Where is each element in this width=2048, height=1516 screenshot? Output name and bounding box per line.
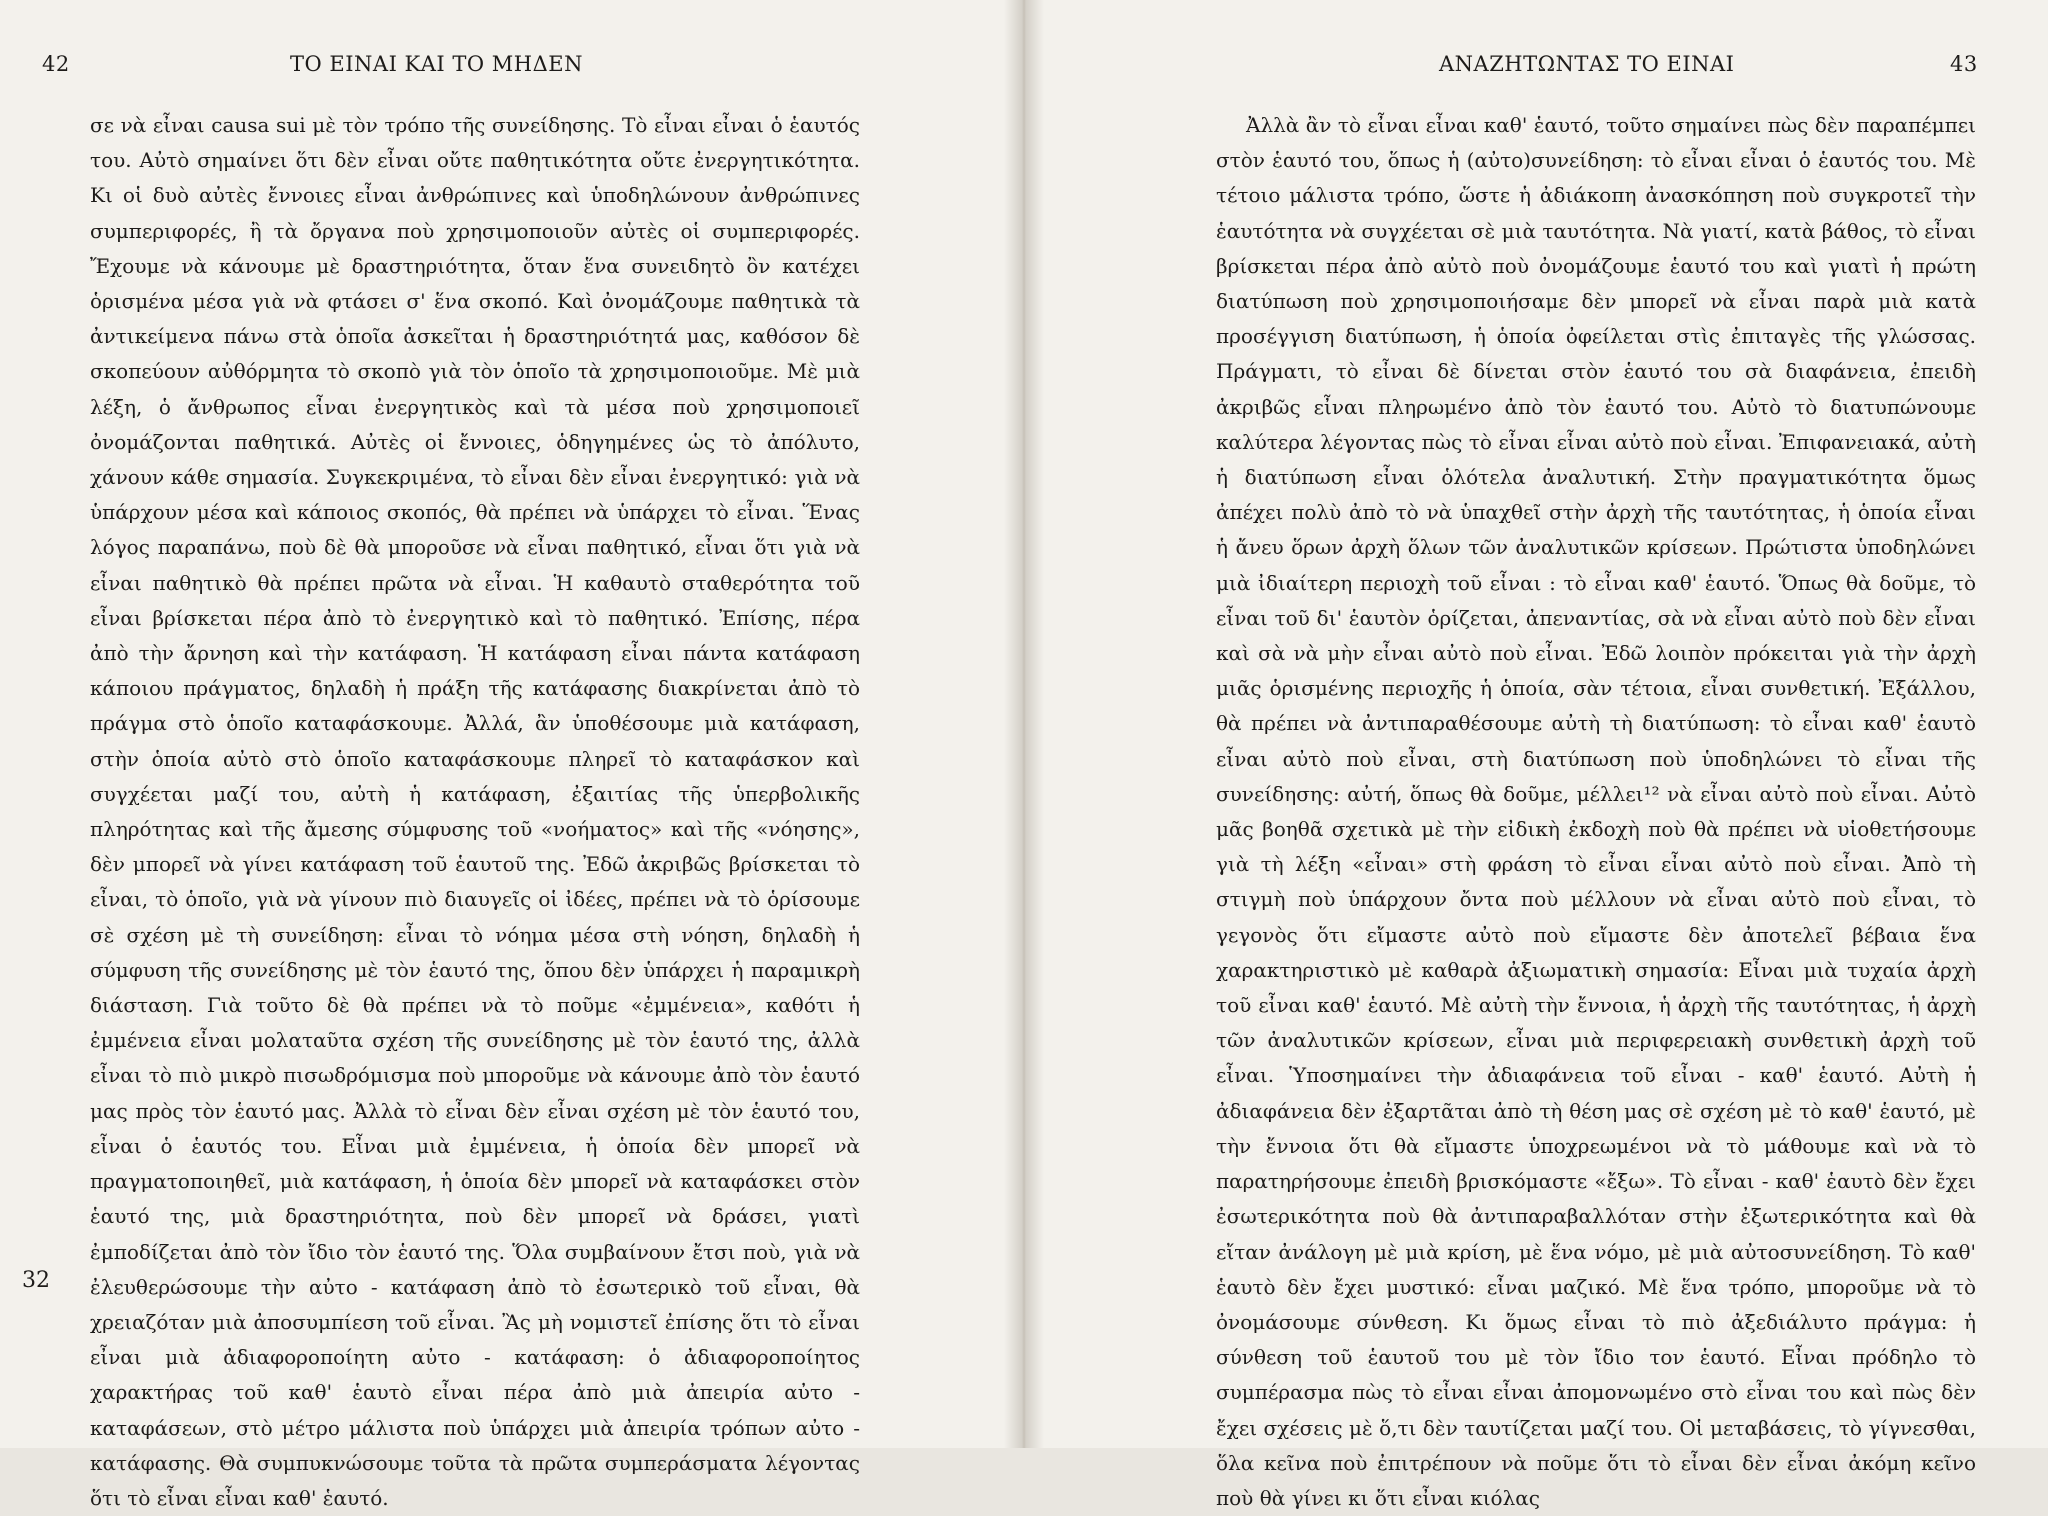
- book-gutter: [1004, 0, 1044, 1448]
- left-page: [0, 0, 1004, 1510]
- left-page-body: [90, 108, 860, 1516]
- right-page-text: Ἀλλὰ ἂν τὸ εἶναι εἶναι καθ' ἑαυτό, τοῦτο σημαίνει πὼς δὲν παραπέμπει στὸν ἑαυτό του, ὅπως ἡ (αὐτο)συνείδηση: τὸ εἶναι εἶναι ὁ ἑαυτός του. Μὲ τέτοιο μάλιστα τρόπο, ὥστε ἡ ἀδιάκοπη ἀνασκόπηση ποὺ συγκροτεῖ τὴν ἑαυτότητα νὰ συγχέεται σὲ μιὰ ταυτότητα. Νὰ γιατί, κατὰ βάθος, τὸ εἶναι βρίσκεται πέρα ἀπὸ αὐτὸ ποὺ ὀνομάζουμε ἑαυτό του καὶ γιατὶ ἡ πρώτη διατύπωση ποὺ χρησιμοποιήσαμε δὲν μπορεῖ νὰ εἶναι παρὰ μιὰ κατὰ προσέγγιση διατύπωση, ἡ ὁποία ὀφείλεται στὶς ἐπιταγὲς τῆς γλώσσας. Πράγματι, τὸ εἶναι δὲ δίνεται στὸν ἑαυτό του σὰ διαφάνεια, ἐπειδὴ ἀκριβῶς εἶναι πληρωμένο ἀπὸ τὸν ἑαυτό του. Αὐτὸ τὸ διατυπώνουμε καλύτερα λέγοντας πὼς τὸ εἶναι εἶναι αὐτὸ ποὺ εἶναι. Ἐπιφανειακά, αὐτὴ ἡ διατύπωση εἶναι ὁλότελα ἀναλυτική. Στὴν πραγματικότητα ὅμως ἀπέχει πολὺ ἀπὸ τὸ νὰ ὑπαχθεῖ στὴν ἀρχὴ τῆς ταυτότητας, ἡ ὁποία εἶναι ἡ ἄνευ ὅρων ἀρχὴ ὅλων τῶν ἀναλυτικῶν κρίσεων. Πρώτιστα ὑποδηλώνει μιὰ ἰδιαίτερη περιοχὴ τοῦ εἶναι : τὸ εἶναι καθ' ἑαυτό. Ὅπως θὰ δοῦμε, τὸ εἶναι τοῦ δι' ἑαυτὸν ὁρίζεται, ἀπεναντίας, σὰ νὰ εἶναι αὐτὸ ποὺ δὲν εἶναι καὶ σὰ νὰ μὴν εἶναι αὐτὸ ποὺ εἶναι. Ἐδῶ λοιπὸν πρόκειται γιὰ τὴν ἀρχὴ μιᾶς ὁρισμένης περιοχῆς ἡ ὁποία, σὰν τέτοια, εἶναι συνθετική. Ἐξάλλου, θὰ πρέπει νὰ ἀντιπαραθέσουμε αὐτὴ τὴ διατύπωση: τὸ εἶναι καθ' ἑαυτὸ εἶναι αὐτὸ ποὺ εἶναι, στὴ διατύπωση ποὺ ὑποδηλώνει τὸ εἶναι τῆς συνείδησης: αὐτή, ὅπως θὰ δοῦμε, μέλλει¹² νὰ εἶναι αὐτὸ ποὺ εἶναι. Αὐτὸ μᾶς βοηθᾶ σχετικὰ μὲ τὴν εἰδικὴ ἐκδοχὴ ποὺ θὰ πρέπει νὰ υἱοθετήσουμε γιὰ τὴ λέξη «εἶναι» στὴ φράση τὸ εἶναι εἶναι αὐτὸ ποὺ εἶναι. Ἀπὸ τὴ στιγμὴ ποὺ ὑπάρχουν ὄντα ποὺ μέλλουν νὰ εἶναι αὐτὸ ποὺ εἶναι, τὸ γεγονὸς ὅτι εἴμαστε αὐτὸ ποὺ εἴμαστε δὲν ἀποτελεῖ βέβαια ἕνα χαρακτηριστικὸ μὲ καθαρὰ ἀξιωματικὴ σημασία: Εἶναι μιὰ τυχαία ἀρχὴ τοῦ εἶναι καθ' ἑαυτό. Μὲ αὐτὴ τὴν ἔννοια, ἡ ἀρχὴ τῆς ταυτότητας, ἡ ἀρχὴ τῶν ἀναλυτικῶν κρίσεων, εἶναι μιὰ περιφερειακὴ συνθετικὴ ἀρχὴ τοῦ εἶναι. Ὑποσημαίνει τὴν ἀδιαφάνεια τοῦ εἶναι - καθ' ἑαυτό. Αὐτὴ ἡ ἀδιαφάνεια δὲν ἐξαρτᾶται ἀπὸ τὴ θέση μας σὲ σχέση μὲ τὸ καθ' ἑαυτό, μὲ τὴν ἔννοια ὅτι θὰ εἴμαστε ὑποχρεωμένοι νὰ τὸ μάθουμε καὶ νὰ τὸ παρατηρήσουμε ἐπειδὴ βρισκόμαστε «ἔξω». Τὸ εἶναι - καθ' ἑαυτὸ δὲν ἔχει ἐσωτερικότητα ποὺ θὰ ἀντιπαραβαλλόταν στὴν ἐξωτερικότητα καὶ θὰ εἴταν ἀνάλογη μὲ μιὰ κρίση, μὲ ἕνα νόμο, μὲ μιὰ αὐτοσυνείδηση. Τὸ καθ' ἑαυτὸ δὲν ἔχει μυστικό: εἶναι μαζικό. Μὲ ἕνα τρόπο, μποροῦμε νὰ τὸ ὀνομάσουμε σύνθεση. Κι ὅμως εἶναι τὸ πιὸ ἀξεδιάλυτο πράγμα: ἡ σύνθεση τοῦ ἑαυτοῦ του μὲ τὸν ἴδιο τον ἑαυτό. Εἶναι πρόδηλο τὸ συμπέρασμα πὼς τὸ εἶναι εἶναι ἀπομονωμένο στὸ εἶναι του καὶ πὼς δὲν ἔχει σχέσεις μὲ ὅ,τι δὲν ταυτίζεται μαζί του. Οἱ μεταβάσεις, τὸ γίγνεσθαι, ὅλα κεῖνα ποὺ ἐπιτρέπουν νὰ ποῦμε ὅτι τὸ εἶναι δὲν εἶναι ἀκόμη κεῖνο ποὺ θὰ γίνει κι ὅτι εἶναι κιόλας: [1216, 113, 1976, 1510]
- left-page-number: 42: [42, 52, 70, 76]
- right-page: [1044, 0, 2048, 1510]
- right-page-body: [1216, 108, 1976, 1516]
- right-running-title: ΑΝΑΖΗΤΩΝΤΑΣ ΤΟ ΕΙΝΑΙ: [1439, 52, 1735, 76]
- left-running-title: ΤΟ ΕΙΝΑΙ ΚΑΙ ΤΟ ΜΗΔΕΝ: [290, 52, 583, 76]
- left-margin-number: 32: [22, 1268, 50, 1293]
- left-page-text: σε νὰ εἶναι causa sui μὲ τὸν τρόπο τῆς συνείδησης. Τὸ εἶναι εἶναι ὁ ἑαυτός του. Αὐτὸ σημαίνει ὅτι δὲν εἶναι οὔτε παθητικότητα οὔτε ἐνεργητικότητα. Κι οἱ δυὸ αὐτὲς ἔννοιες εἶναι ἀνθρώπινες καὶ ὑποδηλώνουν ἀνθρώπινες συμπεριφορές, ἢ τὰ ὄργανα ποὺ χρησιμοποιοῦν αὐτὲς οἱ συμπεριφορές. Ἔχουμε νὰ κάνουμε μὲ δραστηριότητα, ὅταν ἕνα συνειδητὸ ὂν κατέχει ὁρισμένα μέσα γιὰ νὰ φτάσει σ' ἕνα σκοπό. Καὶ ὀνομάζουμε παθητικὰ τὰ ἀντικείμενα πάνω στὰ ὁποῖα ἀσκεῖται ἡ δραστηριότητά μας, καθόσον δὲ σκοπεύουν αὐθόρμητα τὸ σκοπὸ γιὰ τὸν ὁποῖο τὰ χρησιμοποιοῦμε. Μὲ μιὰ λέξη, ὁ ἄνθρωπος εἶναι ἐνεργητικὸς καὶ τὰ μέσα ποὺ χρησιμοποιεῖ ὀνομάζονται παθητικά. Αὐτὲς οἱ ἔννοιες, ὁδηγημένες ὡς τὸ ἀπόλυτο, χάνουν κάθε σημασία. Συγκεκριμένα, τὸ εἶναι δὲν εἶναι ἐνεργητικό: γιὰ νὰ ὑπάρχουν μέσα καὶ κάποιος σκοπός, θὰ πρέπει νὰ ὑπάρχει τὸ εἶναι. Ἕνας λόγος παραπάνω, ποὺ δὲ θὰ μποροῦσε νὰ εἶναι παθητικό, εἶναι ὅτι γιὰ νὰ εἶναι παθητικὸ θὰ πρέπει πρῶτα νὰ εἶναι. Ἡ καθαυτὸ σταθερότητα τοῦ εἶναι βρίσκεται πέρα ἀπὸ τὸ ἐνεργητικὸ καὶ τὸ παθητικό. Ἐπίσης, πέρα ἀπὸ τὴν ἄρνηση καὶ τὴν κατάφαση. Ἡ κατάφαση εἶναι πάντα κατάφαση κάποιου πράγματος, δηλαδὴ ἡ πράξη τῆς κατάφασης διακρίνεται ἀπὸ τὸ πράγμα στὸ ὁποῖο καταφάσκουμε. Ἀλλά, ἂν ὑποθέσουμε μιὰ κατάφαση, στὴν ὁποία αὐτὸ στὸ ὁποῖο καταφάσκουμε πληρεῖ τὸ καταφάσκον καὶ συγχέεται μαζί του, αὐτὴ ἡ κατάφαση, ἐξαιτίας τῆς ὑπερβολικῆς πληρότητας καὶ τῆς ἄμεσης σύμφυσης τοῦ «νοήματος» καὶ τῆς «νόησης», δὲν μπορεῖ νὰ γίνει κατάφαση τοῦ ἑαυτοῦ της. Ἐδῶ ἀκριβῶς βρίσκεται τὸ εἶναι, τὸ ὁποῖο, γιὰ νὰ γίνουν πιὸ διαυγεῖς οἱ ἰδέες, πρέπει νὰ τὸ ὁρίσουμε σὲ σχέση μὲ τὴ συνείδηση: εἶναι τὸ νόημα μέσα στὴ νόηση, δηλαδὴ ἡ σύμφυση τῆς συνείδησης μὲ τὸν ἑαυτό της, ὅπου δὲν ὑπάρχει ἡ παραμικρὴ διάσταση. Γιὰ τοῦτο δὲ θὰ πρέπει νὰ τὸ ποῦμε «ἐμμένεια», καθότι ἡ ἐμμένεια εἶναι μολαταῦτα σχέση τῆς συνείδησης μὲ τὸν ἑαυτό της, ἀλλὰ εἶναι τὸ πιὸ μικρὸ πισωδρόμισμα ποὺ μποροῦμε νὰ κάνουμε ἀπὸ τὸν ἑαυτό μας πρὸς τὸν ἑαυτό μας. Ἀλλὰ τὸ εἶναι δὲν εἶναι σχέση μὲ τὸν ἑαυτό του, εἶναι ὁ ἑαυτός του. Εἶναι μιὰ ἐμμένεια, ἡ ὁποία δὲν μπορεῖ νὰ πραγματοποιηθεῖ, μιὰ κατάφαση, ἡ ὁποία δὲν μπορεῖ νὰ καταφάσκει στὸν ἑαυτό της, μιὰ δραστηριότητα, ποὺ δὲν μπορεῖ νὰ δράσει, γιατὶ ἐμποδίζεται ἀπὸ τὸν ἴδιο τὸν ἑαυτό της. Ὅλα συμβαίνουν ἔτσι ποὺ, γιὰ νὰ ἐλευθερώσουμε τὴν αὐτο - κατάφαση ἀπὸ τὸ ἐσωτερικὸ τοῦ εἶναι, θὰ χρειαζόταν μιὰ ἀποσυμπίεση τοῦ εἶναι. Ἂς μὴ νομιστεῖ ἐπίσης ὅτι τὸ εἶναι εἶναι μιὰ ἀδιαφοροποίητη αὐτο - κατάφαση: ὁ ἀδιαφοροποίητος χαρακτήρας τοῦ καθ' ἑαυτὸ εἶναι πέρα ἀπὸ μιὰ ἀπειρία αὐτο - καταφάσεων, στὸ μέτρο μάλιστα ποὺ ὑπάρχει μιὰ ἀπειρία τρόπων αὐτο - κατάφασης. Θὰ συμπυκνώσουμε τοῦτα τὰ πρῶτα συμπεράσματα λέγοντας ὅτι τὸ εἶναι εἶναι καθ' ἑαυτό.: [90, 113, 860, 1510]
- right-page-number: 43: [1950, 52, 1978, 76]
